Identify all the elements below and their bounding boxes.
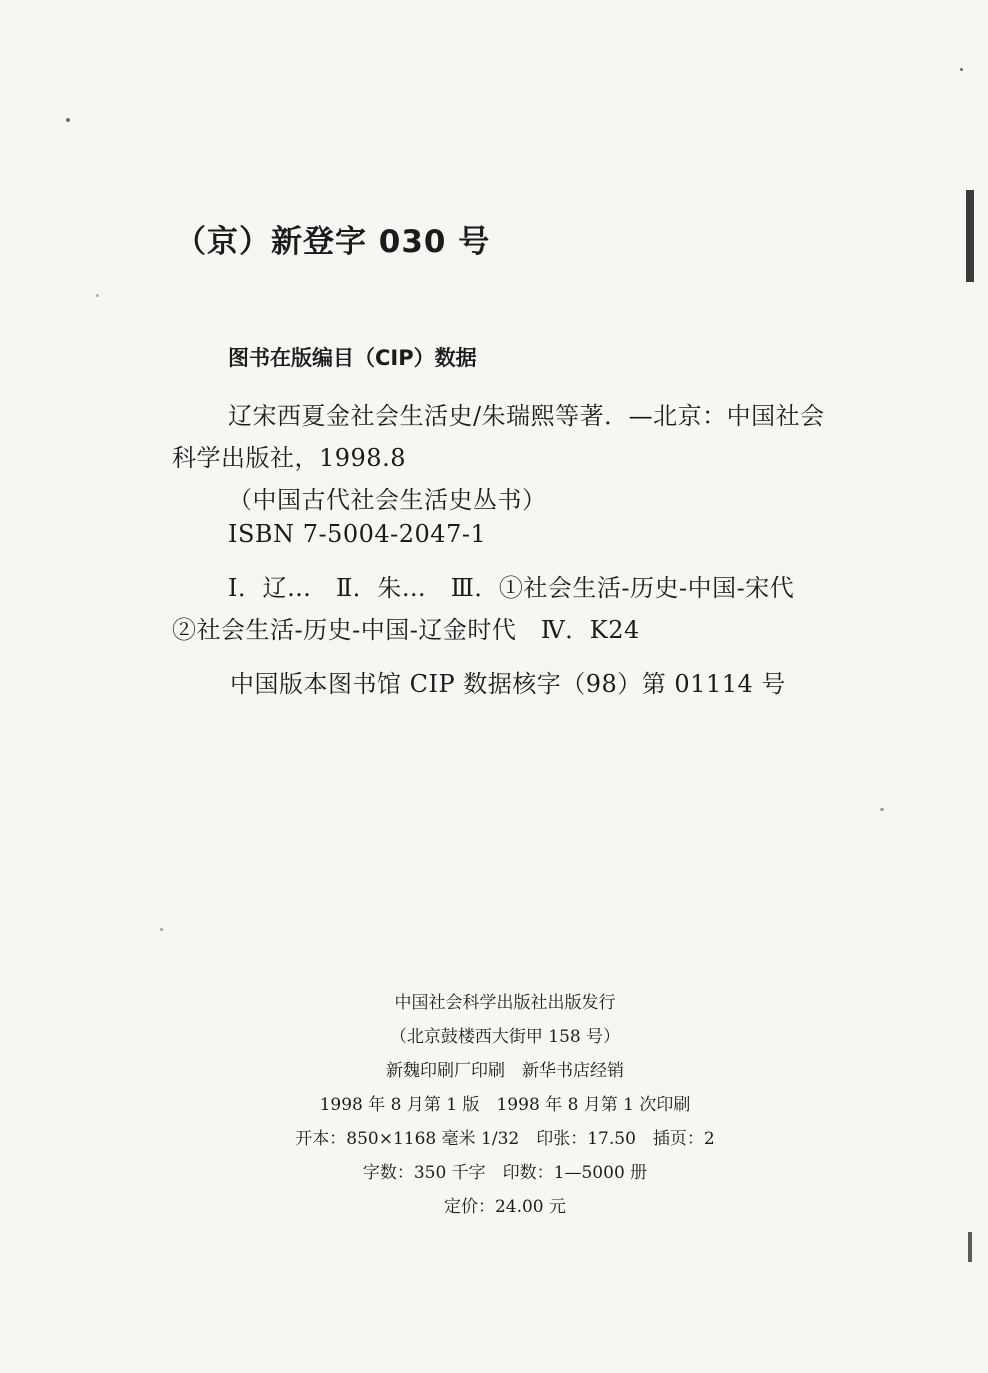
cip-subjects-line-2: ②社会生活-历史-中国-辽金时代 Ⅳ．K24 [172, 616, 640, 644]
colophon-format: 开本：850×1168 毫米 1/32 印张：17.50 插页：2 [295, 1129, 715, 1149]
cip-series-line: （中国古代社会生活史丛书） [228, 486, 547, 514]
cip-publisher-line: 科学出版社，1998.8 [172, 444, 406, 472]
cip-heading: 图书在版编目（CIP）数据 [228, 346, 477, 370]
colophon-price: 定价：24.00 元 [443, 1197, 567, 1217]
cip-isbn: ISBN 7-5004-2047-1 [228, 520, 487, 548]
colophon-publisher: 中国社会科学出版社出版发行 [394, 993, 616, 1013]
scan-speck [160, 928, 163, 931]
scan-speck [960, 68, 963, 71]
scan-speck [96, 294, 99, 297]
colophon-edition: 1998 年 8 月第 1 版 1998 年 8 月第 1 次印刷 [319, 1095, 691, 1115]
scan-speck [880, 808, 884, 811]
scan-edge-mark [968, 1232, 972, 1262]
cip-data-number: 中国版本图书馆 CIP 数据核字（98）第 01114 号 [230, 670, 786, 698]
cip-title-line: 辽宋西夏金社会生活史/朱瑞熙等著．—北京：中国社会 [228, 402, 825, 430]
colophon-printer: 新魏印刷厂印刷 新华书店经销 [386, 1061, 624, 1081]
scan-edge-mark [966, 190, 974, 282]
scan-speck [66, 118, 70, 122]
registration-number: （京）新登字 030 号 [175, 224, 491, 260]
colophon-word-count: 字数：350 千字 印数：1—5000 册 [362, 1163, 648, 1183]
colophon [220, 986, 790, 1224]
colophon-address: （北京鼓楼西大街甲 158 号） [389, 1027, 621, 1047]
cip-subjects-line-1: Ⅰ．辽… Ⅱ．朱… Ⅲ．①社会生活-历史-中国-宋代 [228, 574, 795, 602]
